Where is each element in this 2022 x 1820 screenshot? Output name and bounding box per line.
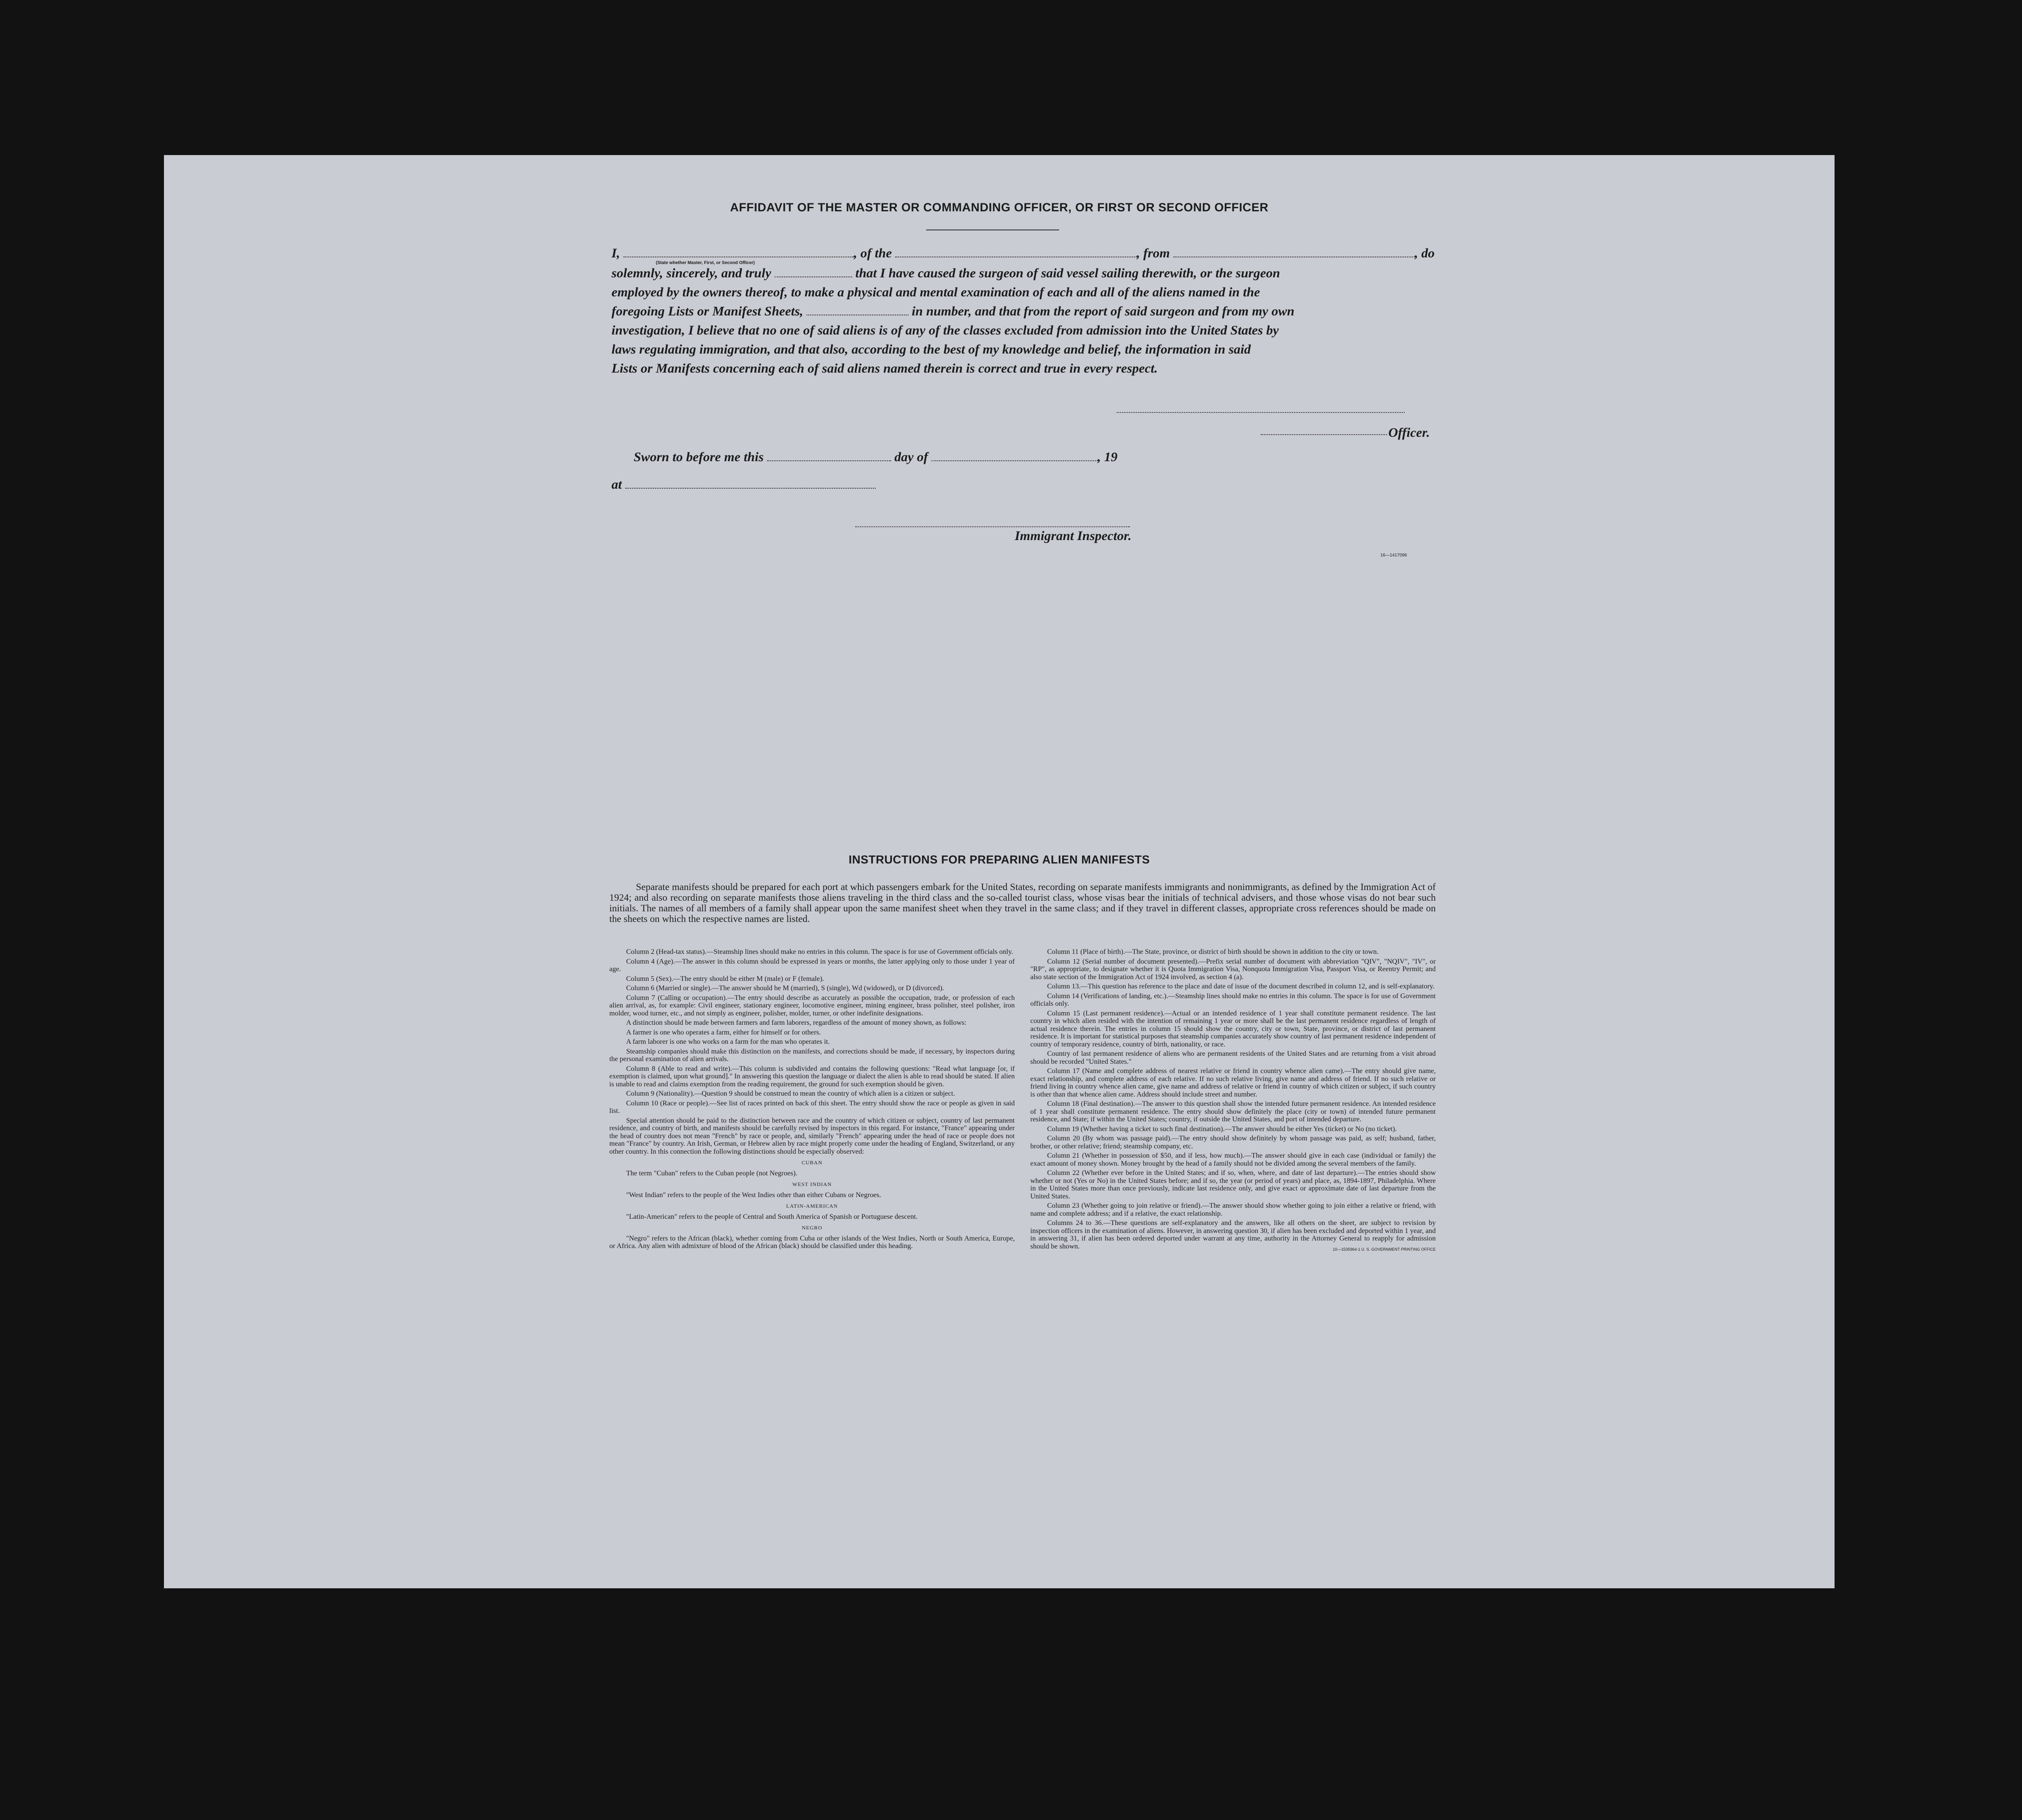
col-5-note: Column 5 (Sex).—The entry should be either M (male) or F (female). — [626, 975, 824, 983]
line-4-text-a: foregoing Lists or Manifest Sheets, — [612, 304, 803, 319]
farmer-distinction-note: A distinction should be made between farmers and farm laborers, regardless of the amount of money shown, as follows: — [626, 1019, 966, 1027]
cuban-definition: The term "Cuban" refers to the Cuban people (not Negroes). — [626, 1169, 798, 1177]
col-10-note: Column 10 (Race or people).—See list of races printed on back of this sheet. The entry should show the race or people as given in said list. — [609, 1099, 1015, 1115]
form-number: 16—1417096 — [1380, 553, 1407, 558]
sworn-year-prefix: , 19 — [1097, 450, 1118, 464]
negro-subheading: NEGRO — [802, 1225, 822, 1231]
farmer-definition: A farmer is one who operates a farm, either for himself or for others. — [626, 1028, 821, 1036]
latin-american-subheading: LATIN-AMERICAN — [786, 1203, 838, 1209]
col-24-36-note: Columns 24 to 36.—These questions are self-explanatory and the answers, like all others on the sheet, are subject to revision by inspection officers in the examination of aliens. However, in answering question 30, if alien has been excluded and deported within 1 year, and in answering 31, if alien has been ordered deported under warrant at any time, authority in the Attorney General to reapply for admission should be shown. — [1030, 1219, 1436, 1250]
cuban-subheading: CUBAN — [801, 1159, 822, 1166]
us-residence-note: Country of last permanent residence of aliens who are permanent residents of the United States and are returning from a visit abroad should be recorded "United States." — [1030, 1050, 1436, 1066]
col-14-note: Column 14 (Verifications of landing, etc.).—Steamship lines should make no entries in this column. The space is for use of Government officials only. — [1030, 992, 1436, 1007]
col-8-note: Column 8 (Able to read and write).—This column is subdivided and contains the following questions: "Read what language [or, if exemption is claimed, upon what ground]." In answering this question the language or dialect the alien is able to read should be stated. If alien is unable to read and claims exemption from the reading requirement, the ground for such exemption should be given. — [609, 1065, 1015, 1088]
from-port-field[interactable] — [1173, 247, 1415, 257]
line-1-text-b: , of the — [853, 246, 892, 261]
col-15-note: Column 15 (Last permanent residence).—Actual or an intended residence of 1 year shall constitute permanent residence. The last country in which alien resided with the intention of remaining 1 year or more shall be the last permanent residence regardless of length of actual residence therein. The entries in column 15 should show the country, city or town, State, province, or district of last permanent residence. It is important for statistical purposes that steamship companies accurately show country of last permanent residence independent of country of temporary residence, country of birth, nationality, or race. — [1030, 1009, 1436, 1048]
printing-office-footer: 10—1535964-1 U. S. GOVERNMENT PRINTING OFFICE — [1332, 1247, 1436, 1252]
at-label: at — [612, 477, 622, 492]
col-4-note: Column 4 (Age).—The answer in this column should be expressed in years or months, the latter applying only to those under 1 year of age. — [609, 957, 1015, 973]
officer-label: Officer. — [1388, 425, 1430, 440]
col-20-note: Column 20 (By whom was passage paid).—The entry should show definitely by whom passage was paid, as self; husband, father, brother, or other relative; friend; steamship company, etc. — [1030, 1135, 1436, 1150]
sworn-place-field[interactable] — [625, 478, 876, 489]
west-indian-definition: "West Indian" refers to the people of the West Indies other than either Cubans or Negroes. — [626, 1191, 881, 1199]
line-1-text-c: , from — [1137, 246, 1170, 261]
col-7-note: Column 7 (Calling or occupation).—The entry should describe as accurately as possible the occupation, trade, or profession of each alien arrival, as, for example: Civil engineer, stationary engineer, locomotive engineer, mining engineer, brass polisher, steel polisher, iron molder, wood turner, etc., and not simply as engineer, polisher, molder, turner, or other indefinite designations. — [609, 994, 1015, 1017]
affidavit-line-5: investigation, I believe that no one of said aliens is of any of the classes excluded from admission into the United States by — [612, 323, 1279, 338]
sworn-text-a: Sworn to before me this — [634, 450, 764, 464]
col-6-note: Column 6 (Married or single).—The answer should be M (married), S (single), Wd (widowed), or D (divorced). — [626, 984, 944, 992]
col-13-note: Column 13.—This question has reference to the place and date of issue of the document described in column 12, and is self-explanatory. — [1047, 983, 1435, 990]
oath-form-field[interactable] — [775, 267, 852, 277]
line-2-text-b: that I have caused the surgeon of said vessel sailing therewith, or the surgeon — [855, 266, 1280, 280]
latin-american-definition: "Latin-American" refers to the people of Central and South America of Spanish or Portuguese descent. — [626, 1213, 918, 1221]
line-2-text-a: solemnly, sincerely, and truly — [612, 266, 771, 280]
heading-rule — [926, 229, 1059, 230]
col-12-note: Column 12 (Serial number of document presented).—Prefix serial number of document with abbreviation "QIV", "NQIV", "IV", or "RP", as appropriate, to designate whether it is Quota Immigration Visa, Nonquota Immigration Visa, Passport Visa, or Reentry Permit; and also state section of the Immigration Act of 1924 involved, as section 4 (a). — [1030, 957, 1436, 981]
line-1-text-a: I, — [612, 246, 620, 261]
col-18-note: Column 18 (Final destination).—The answer to this question shall show the intended future permanent residence. An intended residence of 1 year shall constitute permanent residence. The entry should show definitely the place (city or town) of intended future permanent residence, and State; if within the United States; country, if outside the United States, and port of intended departure. — [1030, 1100, 1436, 1123]
col-9-note: Column 9 (Nationality).—Question 9 should be construed to mean the country of which alien is a citizen or subject. — [626, 1090, 955, 1097]
instructions-heading: INSTRUCTIONS FOR PREPARING ALIEN MANIFESTS — [849, 853, 1150, 866]
affidavit-heading: AFFIDAVIT OF THE MASTER OR COMMANDING OFFICER, OR FIRST OR SECOND OFFICER — [730, 201, 1269, 214]
col-11-note: Column 11 (Place of birth).—The State, province, or district of birth should be shown in addition to the city or town. — [1047, 948, 1379, 956]
col-17-note: Column 17 (Name and complete address of nearest relative or friend in country whence alien came).—The entry should give name, exact relationship, and complete address of each relative. If no such relative living, give name and address of friend. If no such relative or friend living in country whence alien came, give name and address of relative or friend in country of which citizen or subject, if such country is other than that whence alien came. Address should include street and number. — [1030, 1067, 1436, 1098]
intro-paragraph: Separate manifests should be prepared for each port at which passengers embark for the United States, recording on separate manifests immigrants and nonimmigrants, as defined by the Immigration Act of 1924; and also recording on separate manifests those aliens traveling in the third class and the so-called tourist class, whose visas bear the initials of technical advisers, and those whose visas do not bear such initials. The names of all members of a family shall appear upon the same manifest sheet when they travel in the same class; and if they travel in different classes, appropriate cross references should be made on the sheets on which the respective names are listed. — [609, 881, 1436, 924]
affidavit-line-3: employed by the owners thereof, to make a physical and mental examination of each and all of the aliens named in the — [612, 285, 1260, 299]
affidavit-line-4 — [612, 302, 1609, 321]
col-2-note: Column 2 (Head-tax status).—Steamship lines should make no entries in this column. The space is for use of Government officials only. — [626, 948, 1013, 956]
negro-definition: "Negro" refers to the African (black), whether coming from Cuba or other islands of the West Indies, North or South America, Europe, or Africa. Any alien with admixture of blood of the African (black) should be classified under this heading. — [609, 1234, 1015, 1250]
farm-laborer-definition: A farm laborer is one who works on a farm for the man who operates it. — [626, 1038, 830, 1046]
affidavit-line-6: laws regulating immigration, and that also, according to the best of my knowledge and belief, the information in said — [612, 342, 1251, 357]
inspector-label: Immigrant Inspector. — [1015, 529, 1132, 543]
sworn-month-field[interactable] — [931, 451, 1098, 461]
signature-line[interactable] — [1117, 412, 1405, 413]
affidavit-line-2 — [612, 264, 1609, 283]
col-22-note: Column 22 (Whether ever before in the United States; and if so, when, where, and date of last departure).—The entries should show whether or not (Yes or No) in the United States before; and if so, the year (or period of years) and place, as, 1894-1897, Philadelphia. Where in the United States more than once previously, indicate last residence only, and give exact or approximate date of last departure from the United States. — [1030, 1169, 1436, 1200]
instructions-right-column — [1030, 948, 1436, 1254]
west-indian-subheading: WEST INDIAN — [792, 1181, 832, 1187]
officer-title-line[interactable] — [1261, 434, 1387, 435]
col-21-note: Column 21 (Whether in possession of $50, and if less, how much).—The answer should give in each case (individual or family) the exact amount of money shown. Money brought by the head of a family should not be divided among the several members of the family. — [1030, 1152, 1436, 1167]
vessel-name-field[interactable] — [895, 247, 1137, 257]
affidavit-line-1 — [612, 244, 1609, 263]
instructions-left-column — [609, 948, 1015, 1252]
steamship-distinction-note: Steamship companies should make this distinction on the manifests, and corrections should be made, if necessary, by inspectors during the personal examination of alien arrivals. — [609, 1047, 1015, 1063]
line-4-text-b: in number, and that from the report of said surgeon and from my own — [912, 304, 1295, 319]
manifest-sheet — [164, 155, 1835, 1588]
race-country-note: Special attention should be paid to the distinction between race and the country of which citizen or subject, country of last permanent residence, and country of birth, and manifests should be carefully revised by inspectors in this regard. For instance, "France" appearing under the head of country does not mean "French" by race or people, and, similarly "French" appearing under the head of race or people does not mean "France" by country. An Irish, German, or Hebrew alien by race might properly come under the heading of England, Switzerland, or any other country. In this connection the following distinctions should be especially observed: — [609, 1116, 1015, 1155]
line-1-text-d: , do — [1414, 246, 1435, 261]
officer-rank-note: (State whether Master, First, or Second Officer) — [656, 261, 755, 265]
affidavit-line-7: Lists or Manifests concerning each of said aliens named therein is correct and true in every respect. — [612, 361, 1158, 376]
at-line — [612, 475, 1010, 494]
officer-rank-field[interactable] — [623, 247, 854, 257]
col-19-note: Column 19 (Whether having a ticket to such final destination).—The answer should be either Yes (ticket) or No (no ticket). — [1047, 1125, 1397, 1133]
sworn-day-field[interactable] — [767, 451, 891, 461]
instructions-intro — [609, 882, 1436, 924]
sheet-count-field[interactable] — [806, 305, 908, 315]
col-23-note: Column 23 (Whether going to join relative or friend).—The answer should show whether going to join either a relative or friend, with name and complete address; and if a relative, the exact relationship. — [1030, 1202, 1436, 1217]
sworn-line — [634, 447, 1298, 467]
sworn-text-b: day of — [894, 450, 928, 464]
